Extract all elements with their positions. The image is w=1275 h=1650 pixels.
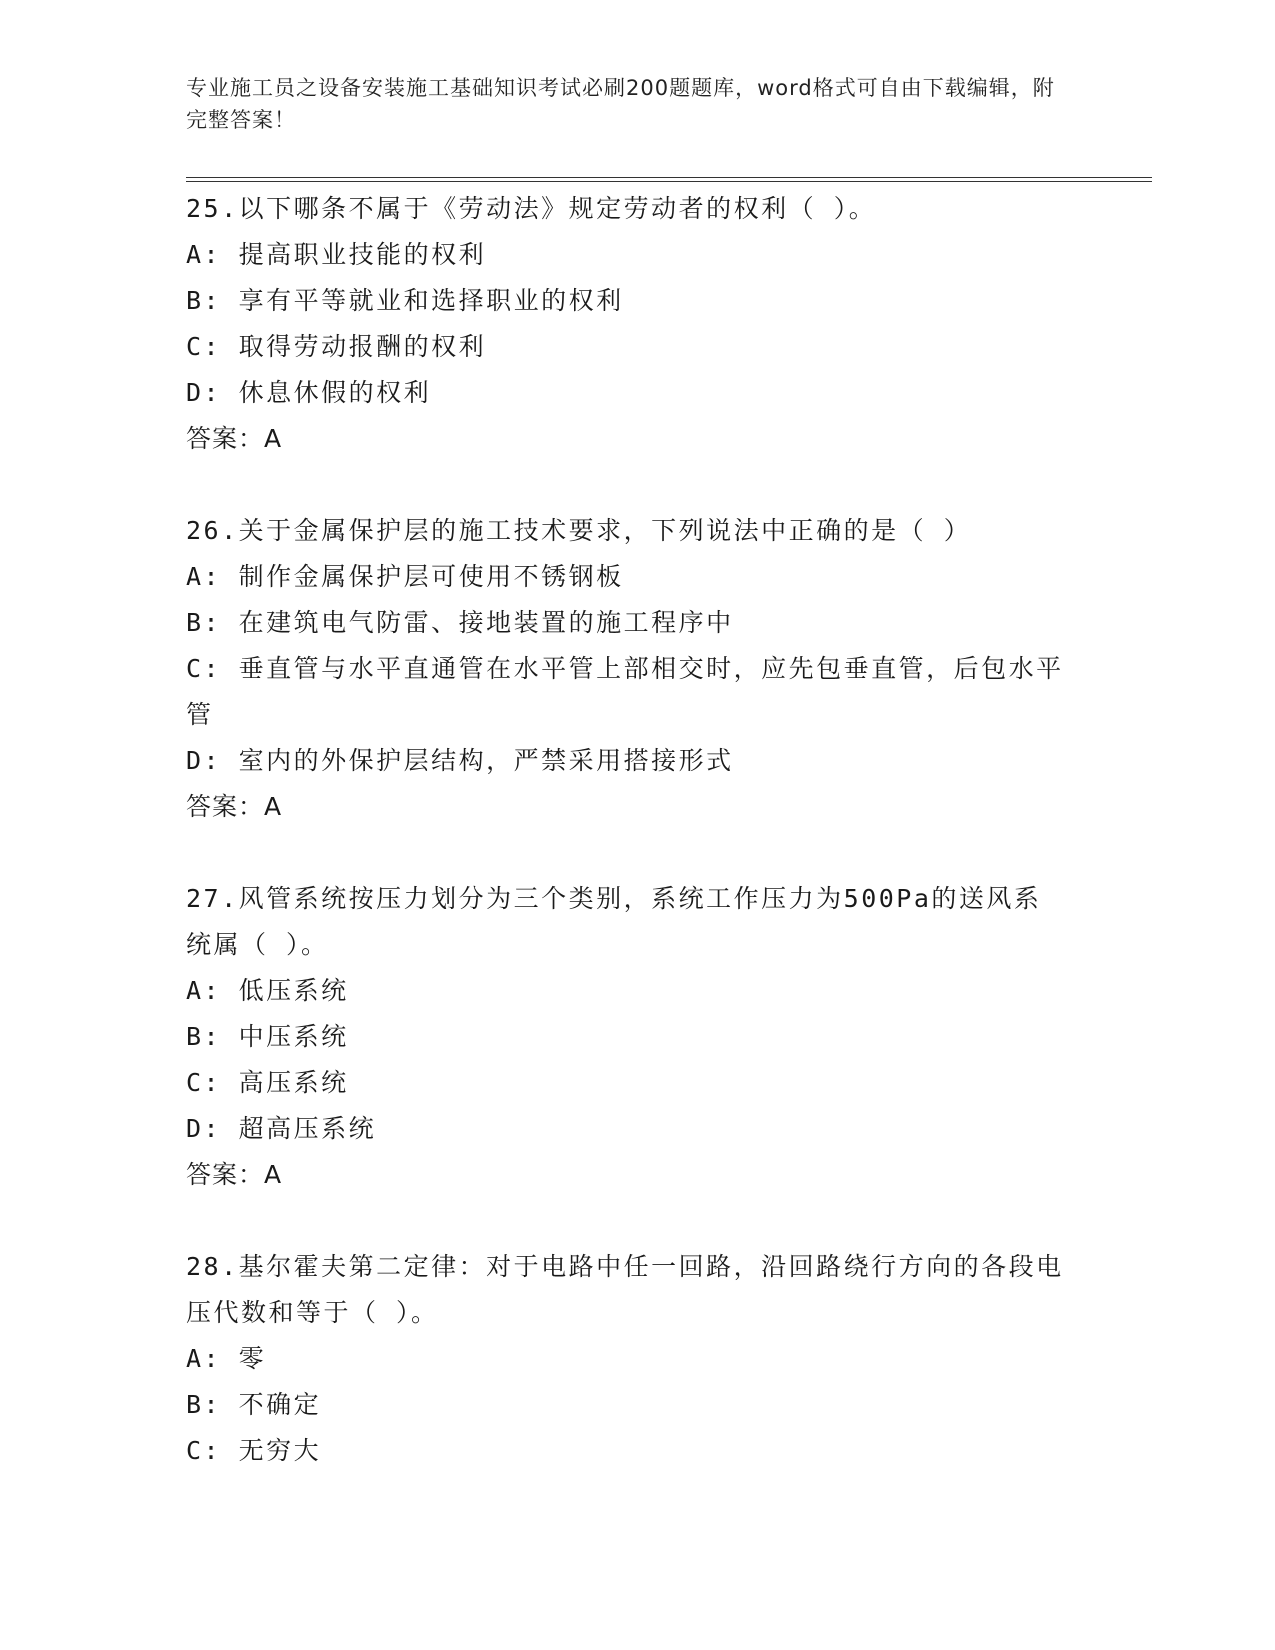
answer-line: 答案：A xyxy=(186,1160,283,1189)
option-a: A: 低压系统 xyxy=(186,976,349,1005)
option-b: B: 不确定 xyxy=(186,1390,322,1419)
option-b: B: 享有平等就业和选择职业的权利 xyxy=(186,286,624,315)
option-c: C: 垂直管与水平直通管在水平管上部相交时，应先包垂直管，后包水平管 xyxy=(186,654,1064,729)
answer-line: 答案：A xyxy=(186,424,283,453)
option-a: A: 制作金属保护层可使用不锈钢板 xyxy=(186,562,624,591)
question-28 xyxy=(186,1244,1066,1474)
option-c: C: 取得劳动报酬的权利 xyxy=(186,332,487,361)
header-divider-bottom xyxy=(186,181,1152,182)
question-27 xyxy=(186,876,1066,1198)
question-stem: 27.风管系统按压力划分为三个类别，系统工作压力为500Pa的送风系统属（ ）。 xyxy=(186,884,1042,959)
option-c: C: 无穷大 xyxy=(186,1436,322,1465)
question-25 xyxy=(186,186,1066,462)
question-list xyxy=(186,186,1066,1520)
option-d: D: 休息休假的权利 xyxy=(186,378,432,407)
option-d: D: 室内的外保护层结构，严禁采用搭接形式 xyxy=(186,746,734,775)
question-stem: 28.基尔霍夫第二定律：对于电路中任一回路，沿回路绕行方向的各段电压代数和等于（ ）。 xyxy=(186,1252,1064,1327)
document-header: 专业施工员之设备安装施工基础知识考试必刷200题题库，word格式可自由下载编辑，附完整答案！ xyxy=(186,76,1055,132)
option-c: C: 高压系统 xyxy=(186,1068,349,1097)
question-26 xyxy=(186,508,1066,830)
option-d: D: 超高压系统 xyxy=(186,1114,377,1143)
header-divider-top xyxy=(186,177,1152,178)
question-stem: 25.以下哪条不属于《劳动法》规定劳动者的权利（ ）。 xyxy=(186,194,877,223)
option-b: B: 中压系统 xyxy=(186,1022,349,1051)
option-b: B: 在建筑电气防雷、接地装置的施工程序中 xyxy=(186,608,734,637)
option-a: A: 提高职业技能的权利 xyxy=(186,240,487,269)
answer-line: 答案：A xyxy=(186,792,283,821)
question-stem: 26.关于金属保护层的施工技术要求，下列说法中正确的是（ ） xyxy=(186,516,972,545)
option-a: A: 零 xyxy=(186,1344,267,1373)
